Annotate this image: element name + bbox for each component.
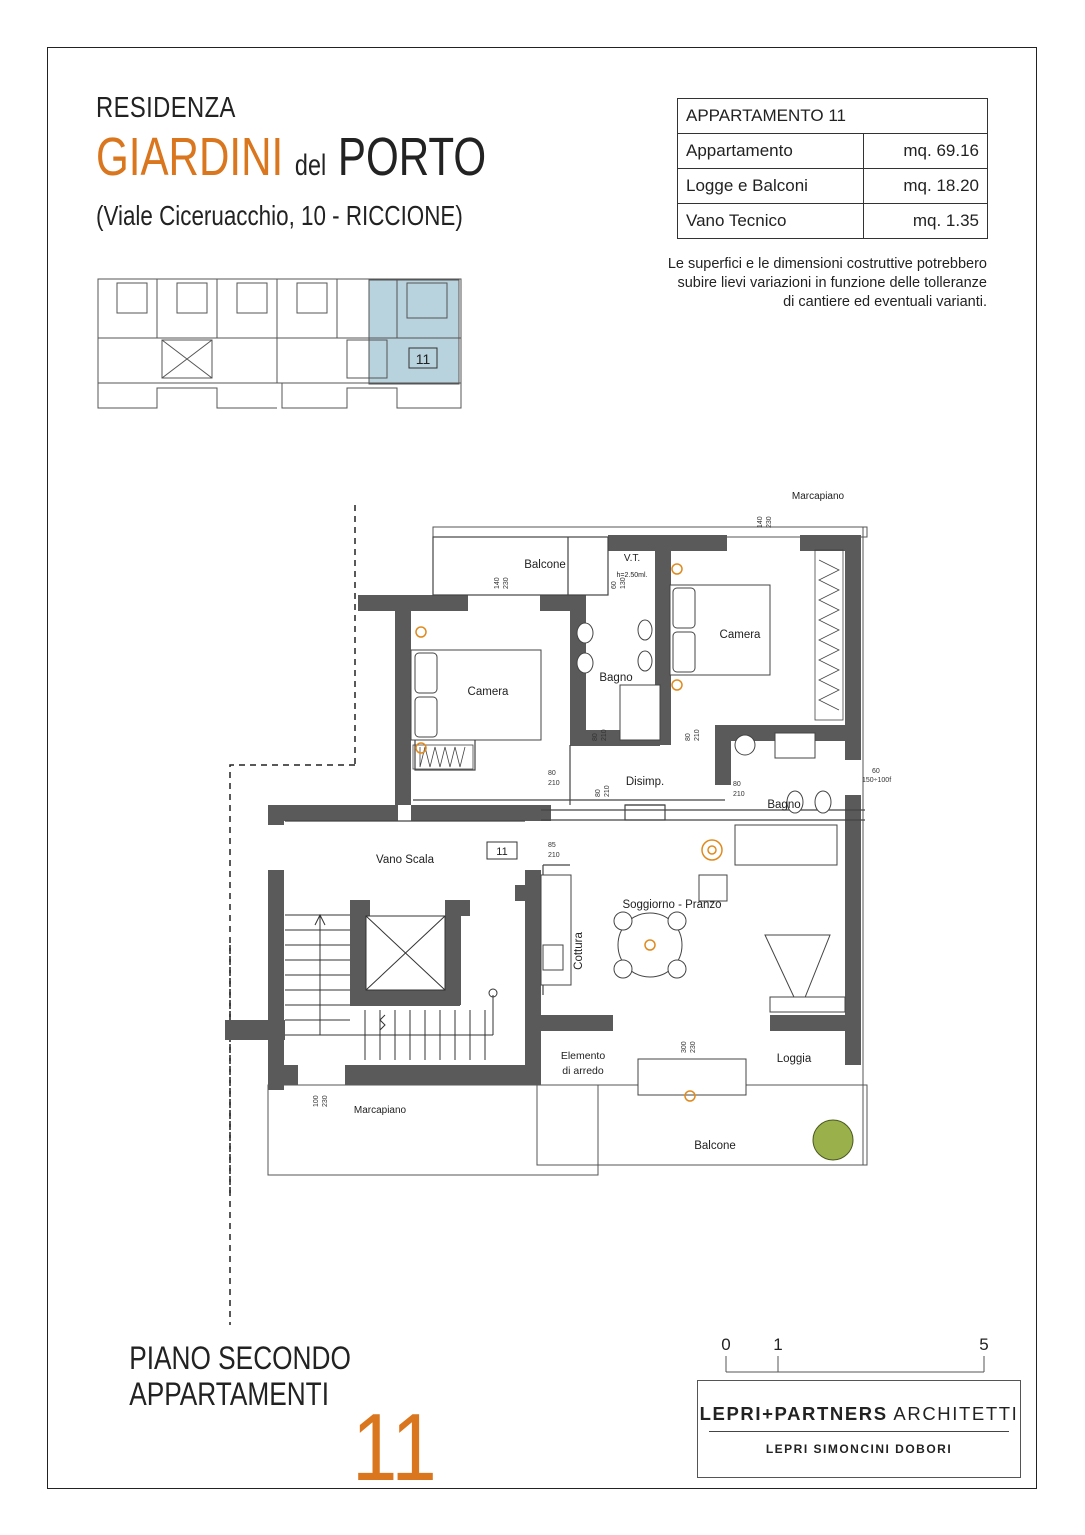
- dim-label: 300: [681, 1041, 688, 1053]
- floor-label: [90, 1340, 351, 1412]
- dim-label: 85: [548, 842, 556, 849]
- dim-label: 210: [548, 780, 560, 787]
- dim-label: 80: [733, 781, 741, 788]
- title-giardini: GIARDINI: [96, 127, 284, 187]
- title-residenza: RESIDENZA: [96, 92, 236, 124]
- floor-plan: [225, 485, 892, 1195]
- note-line: Le superfici e le dimensioni costruttive potrebbero: [667, 256, 987, 272]
- room-label-bagno: Bagno: [599, 672, 633, 684]
- room-label-bagno: Bagno: [767, 799, 801, 811]
- area-label: Vano Tecnico: [678, 204, 864, 239]
- key-plan-unit-label: 11: [415, 351, 431, 367]
- area-value: mq. 69.16: [864, 134, 988, 169]
- room-label-balcone: Balcone: [694, 1140, 736, 1152]
- dim-label: 140: [494, 577, 501, 589]
- dim-label: 230: [690, 1041, 697, 1053]
- scale-label-0: 0: [721, 1335, 731, 1354]
- dim-label: 100: [313, 1095, 320, 1107]
- room-label-soggiorno: Soggiorno - Pranzo: [622, 899, 722, 911]
- scale-bar: [720, 1330, 1000, 1382]
- dim-label: 230: [503, 577, 510, 589]
- title-porto: PORTO: [337, 127, 487, 187]
- logo-bold: LEPRI+PARTNERS: [699, 1403, 888, 1424]
- area-table: [677, 98, 988, 239]
- room-label-camera: Camera: [719, 629, 761, 641]
- dim-label: 230: [322, 1095, 329, 1107]
- area-table-header: APPARTAMENTO 11: [678, 99, 988, 134]
- dim-label: 80: [548, 770, 556, 777]
- room-label-vt: V.T.: [623, 553, 641, 564]
- title-address: (Viale Ciceruacchio, 10 - RICCIONE): [96, 200, 463, 231]
- disclaimer-note: [627, 255, 987, 312]
- dim-label: 60: [872, 768, 880, 775]
- area-label: Appartamento: [678, 134, 864, 169]
- label-marcapiano: Marcapiano: [353, 1105, 407, 1116]
- floor-label-line1: PIANO SECONDO: [129, 1340, 351, 1376]
- room-label-camera: Camera: [467, 686, 509, 698]
- room-label-loggia: Loggia: [776, 1053, 812, 1065]
- area-label: Logge e Balconi: [678, 169, 864, 204]
- room-label-balcone: Balcone: [524, 559, 566, 571]
- key-plan: [97, 278, 463, 410]
- logo-text: [698, 1403, 1020, 1425]
- dim-label: 210: [601, 729, 608, 741]
- unit-tag: 11: [496, 846, 508, 858]
- room-label-cottura: Cottura: [573, 932, 585, 970]
- logo-light: ARCHITETTI: [887, 1403, 1019, 1424]
- label-elemento: Elemento: [560, 1050, 606, 1062]
- stairs: [285, 915, 497, 1060]
- room-label-disimp: Disimp.: [625, 776, 665, 788]
- dim-label: 230: [766, 516, 773, 528]
- dim-label: 130: [620, 577, 627, 589]
- area-table-header-row: [678, 99, 988, 134]
- room-label-vt-height: h=2.50ml.: [616, 572, 648, 579]
- scale-label-5: 5: [979, 1335, 989, 1354]
- note-line: subire lievi variazioni in funzione delle tolleranze: [677, 275, 987, 291]
- dim-label: 210: [604, 785, 611, 797]
- dim-label: 210: [548, 852, 560, 859]
- plant: [813, 1120, 853, 1160]
- label-arredo: di arredo: [562, 1065, 604, 1077]
- title-del: del: [294, 149, 327, 182]
- architect-logo: [697, 1380, 1021, 1478]
- dim-label: 80: [685, 733, 692, 741]
- dim-label: 210: [733, 791, 745, 798]
- area-table-row: [678, 204, 988, 239]
- dim-label: 210: [694, 729, 701, 741]
- dim-label: 60: [611, 581, 618, 589]
- scale-label-1: 1: [773, 1335, 783, 1354]
- title-main: [96, 129, 486, 194]
- area-value: mq. 18.20: [864, 169, 988, 204]
- floor-label-line2: APPARTAMENTI: [129, 1376, 329, 1412]
- logo-divider: [709, 1431, 1009, 1432]
- area-table-row: [678, 169, 988, 204]
- dim-label: 80: [592, 733, 599, 741]
- label-marcapiano: Marcapiano: [791, 491, 845, 502]
- project-title: [96, 92, 596, 232]
- dim-label: 150÷100f: [862, 777, 892, 784]
- area-table-row: [678, 134, 988, 169]
- dim-label: 140: [757, 516, 764, 528]
- apartment-number: 11: [352, 1394, 437, 1501]
- dim-label: 80: [595, 789, 602, 797]
- note-line: di cantiere ed eventuali varianti.: [783, 294, 987, 310]
- room-label-vano-scala: Vano Scala: [376, 854, 434, 866]
- logo-partners: LEPRI SIMONCINI DOBORI: [765, 1442, 953, 1456]
- area-value: mq. 1.35: [864, 204, 988, 239]
